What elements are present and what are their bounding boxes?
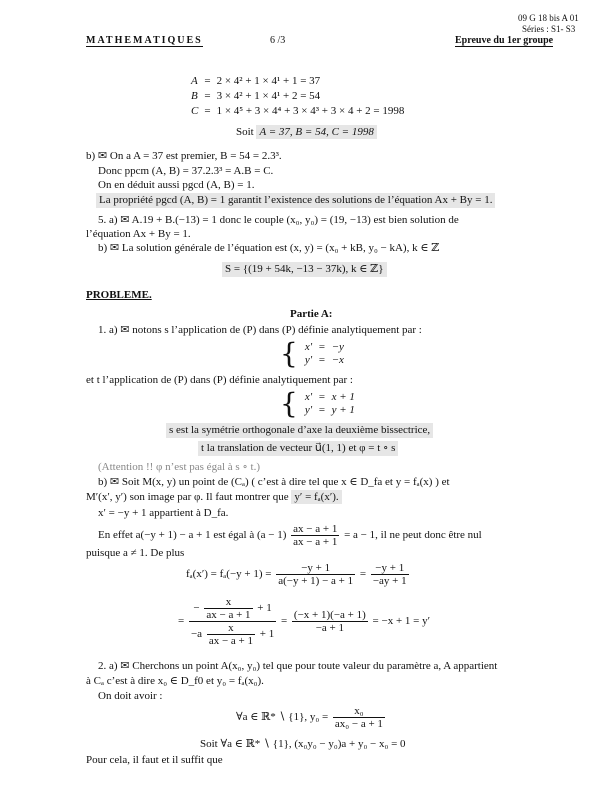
s2-lhs: y′ (304, 354, 313, 366)
q1b-line-4-a: En effet a(−y + 1) − a + 1 est égal à (a − 1) (98, 529, 287, 542)
q1b-line-5: puisque a ≠ 1. De plus (86, 547, 185, 559)
q2-last-line: Pour cela, il faut et il suffit que (86, 754, 223, 766)
fa-equation-2 (178, 596, 430, 647)
soit-word: Soit (236, 126, 254, 138)
var-c: C (191, 105, 199, 117)
compound-denominator (189, 622, 276, 647)
equals: = (204, 105, 211, 117)
q2-equation (236, 705, 387, 730)
left-brace: { (280, 387, 298, 420)
q1b-line-2 (86, 491, 342, 504)
exam-ref: 09 G 18 bis A 01 (518, 13, 579, 23)
probleme-title: PROBLEME. (86, 289, 152, 301)
t2-rhs: y + 1 (331, 404, 355, 416)
denominator: ax − a + 1 (293, 536, 338, 548)
denominator: a(−y + 1) − a + 1 (278, 575, 354, 587)
denominator: ax₀ − a + 1 (334, 718, 383, 730)
system-t (280, 387, 358, 420)
q1b-line-4 (98, 523, 482, 548)
q5a-line-1: 5. a) ✉ A.19 + B.(−13) = 1 donc le couple (x₀, y₀) = (19, −13) est bien solution de (98, 214, 459, 226)
t1-lhs: x′ (304, 391, 313, 403)
q5a-line-2: l’équation Ax + By = 1. (86, 228, 191, 240)
s1-rhs: −y (331, 341, 344, 353)
fraction (292, 609, 368, 634)
numerator: ax − a + 1 (293, 523, 338, 535)
numerator: x (207, 622, 255, 635)
t2-eq: = (318, 404, 326, 416)
subject-title: MATHEMATIQUES (86, 35, 203, 46)
equals: = (204, 75, 211, 87)
fraction (333, 705, 385, 730)
page-number: 6 /3 (270, 35, 286, 46)
equals: = (280, 615, 288, 628)
b-rhs: 3 × 4² + 1 × 4¹ + 2 = 54 (216, 90, 321, 102)
fraction (371, 562, 409, 587)
a-rhs: 2 × 4² + 1 × 4¹ + 1 = 37 (216, 75, 321, 87)
minus-sign: − (193, 602, 200, 615)
s2-eq: = (318, 354, 326, 366)
attention-note: (Attention !! φ n’est pas égal à s ∘ t.) (98, 461, 261, 473)
compound-fraction (189, 596, 276, 647)
fa-lhs: fₐ(x′) = fₐ(−y + 1) = (186, 568, 272, 581)
denominator: −a + 1 (315, 622, 344, 634)
q2a-line-1: 2. a) ✉ Cherchons un point A(x₀, y₀) tel que pour toute valeur du paramètre a, A appartient (98, 660, 498, 672)
numerator: x₀ (333, 705, 385, 718)
abc-equations (188, 74, 407, 119)
var-b: B (191, 90, 198, 102)
compound-numerator (189, 596, 276, 622)
numerator: (−x + 1)(−a + 1) (293, 609, 366, 621)
partie-a-title: Partie A: (290, 308, 333, 320)
fraction (291, 523, 339, 548)
fa-equation-1 (186, 562, 411, 587)
q1b-line-1: b) ✉ Soit M(x, y) un point de (Cₐ) ( c’est à dire tel que x ∈ D_fa et y = fₐ(x) ) et (98, 476, 450, 488)
b-line-1: b) ✉ On a A = 37 est premier, B = 54 = 2.3³. (86, 150, 282, 162)
equation-tail: = −x + 1 = y′ (372, 615, 431, 628)
soit-line (236, 126, 377, 139)
q1a-line: 1. a) ✉ notons s l’application de (P) dans (P) définie analytiquement par : (98, 324, 422, 336)
numerator: x (204, 596, 252, 609)
equals: = (178, 615, 185, 628)
system-s (280, 337, 347, 370)
q1b-line-4-b: = a − 1, il ne peut donc être nul (344, 529, 482, 542)
c-rhs: 1 × 4⁵ + 3 × 4⁴ + 3 × 4³ + 3 × 4 + 2 = 1998 (216, 105, 405, 117)
translation-box: t la translation de vecteur u⃗(1, 1) et φ = t ∘ s (198, 441, 398, 456)
left-brace: { (280, 337, 298, 370)
symmetry-box: s est la symétrie orthogonale d’axe la deuxième bissectrice, (166, 423, 433, 438)
s2-rhs: −x (331, 354, 344, 366)
solution-set-box: S = {(19 + 54k, −13 − 37k), k ∈ ℤ} (222, 262, 387, 277)
b-line-3: On en déduit aussi pgcd (A, B) = 1. (98, 179, 255, 191)
fraction (276, 562, 355, 587)
minus-a: −a (190, 628, 203, 641)
t2-lhs: y′ (304, 404, 313, 416)
denominator: −ay + 1 (372, 575, 407, 587)
equals: = (204, 90, 211, 102)
q5b-line: b) ✉ La solution générale de l’équation est (x, y) = (x₀ + kB, y₀ − kA), k ∈ ℤ (98, 242, 440, 254)
q1b-goal-box: y′ = fₐ(x′). (291, 490, 341, 504)
denominator: ax − a + 1 (206, 609, 251, 621)
numerator: −y + 1 (276, 562, 355, 575)
equals: = (359, 568, 367, 581)
var-a: A (191, 75, 198, 87)
q2a-line-2: à Cₐ c’est à dire x₀ ∈ D_f0 et y₀ = fₐ(x₀). (86, 675, 264, 687)
exam-series: Séries : S1- S3 (522, 24, 576, 34)
q1b-line-3: x′ = −y + 1 appartient à D_fa. (98, 507, 229, 519)
denominator: ax − a + 1 (208, 635, 253, 647)
numerator: −y + 1 (371, 562, 409, 575)
s1-eq: = (318, 341, 326, 353)
plus-one: + 1 (259, 628, 275, 641)
b-line-4-box: La propriété pgcd (A, B) = 1 garantit l’existence des solutions de l’équation Ax + By = 1. (96, 193, 495, 208)
s1-lhs: x′ (304, 341, 313, 353)
b-line-2: Donc ppcm (A, B) = 37.2.3³ = A.B = C. (98, 165, 274, 177)
q1b-line-2-text: M′(x′, y′) son image par φ. Il faut montrer que (86, 491, 289, 503)
fraction (204, 596, 252, 621)
t-intro-line: et t l’application de (P) dans (P) définie analytiquement par : (86, 374, 353, 386)
epreuve-label: Epreuve du 1er groupe (455, 35, 554, 46)
q2-soit-line: Soit ∀a ∈ ℝ* ∖ {1}, (x₀y₀ − y₀)a + y₀ − x₀ = 0 (200, 738, 406, 750)
t1-eq: = (318, 391, 326, 403)
t1-rhs: x + 1 (331, 391, 355, 403)
plus-one: + 1 (257, 602, 272, 615)
q2a-line-3: On doit avoir : (98, 690, 163, 702)
q2-eq-lhs: ∀a ∈ ℝ* ∖ {1}, y₀ = (236, 711, 329, 724)
fraction (207, 622, 255, 647)
abc-result-box: A = 37, B = 54, C = 1998 (256, 125, 376, 139)
